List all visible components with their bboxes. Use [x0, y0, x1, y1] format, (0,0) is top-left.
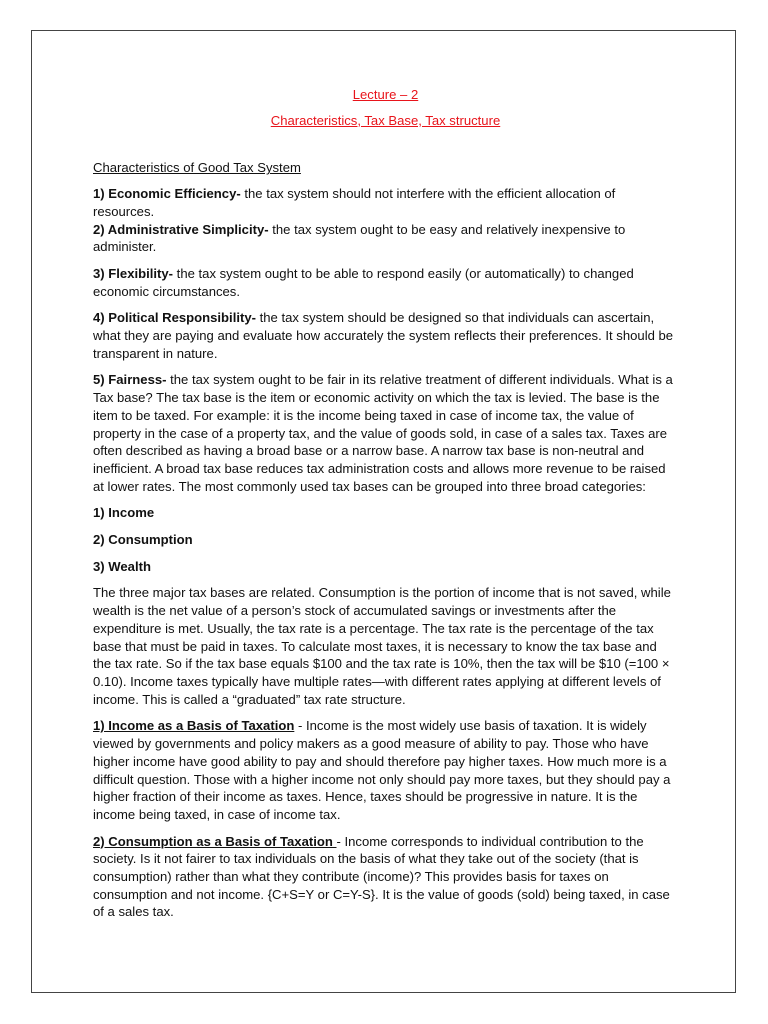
characteristic-administrative-simplicity	[93, 221, 678, 256]
tax-base-consumption: 2) Consumption	[93, 532, 193, 548]
characteristic-term: 5) Fairness-	[93, 372, 167, 388]
document-content	[93, 86, 678, 930]
tax-base-income: 1) Income	[93, 505, 155, 521]
characteristic-text: the tax system ought to be fair in its relative treatment of different individuals. What is a Tax base? The tax base is the item or economic activity on which the tax is levied. The base is the item to be taxed. For example: it is the income being taxed in case of income tax, the value of property in the case of a property tax, and the value of goods sold, in case of a sales tax. Taxes are often described as having a broad base or a narrow base. A narrow tax base is non-neutral and inefficient. A broad tax base reduces tax administration costs and allows more revenue to be raised at lower rates. The most commonly used tax bases can be grouped into three broad categories:	[93, 372, 673, 494]
characteristic-text: the tax system should be designed so that individuals can ascertain, what they are paying and evaluate how accurately the system reflects their preferences. It should be transparent in nature.	[93, 310, 674, 361]
characteristic-term: 2) Administrative Simplicity-	[93, 221, 269, 237]
characteristic-text: the tax system ought to be easy and relatively inexpensive to administer.	[93, 221, 626, 255]
characteristic-term: 3) Flexibility-	[93, 265, 174, 281]
lecture-title-text: Lecture – 2	[352, 87, 419, 102]
section-heading: Characteristics of Good Tax System	[93, 160, 301, 176]
characteristic-term: 4) Political Responsibility-	[93, 310, 256, 326]
income-basis-paragraph	[93, 717, 678, 823]
characteristic-fairness	[93, 371, 678, 495]
lecture-title	[93, 86, 678, 104]
consumption-basis-text: - Income corresponds to individual contribution to the society. Is it not fairer to tax individuals on the basis of what they take out of the society (that is consumption) rather than what they contribute (income)? This provides basis for taxes on consumption and not income. {C+S=Y or C=Y-S}. It is the value of goods (sold) being taxed, in case of a sales tax.	[93, 833, 670, 920]
characteristic-term: 1) Economic Efficiency-	[93, 186, 241, 202]
tax-bases-related-paragraph: The three major tax bases are related. Consumption is the portion of income that is not saved, while wealth is the net value of a person’s stock of accumulated savings or investments after the expenditure is met. Usually, the tax rate is a percentage. The tax rate is the percentage of the tax base that must be paid in taxes. To calculate most taxes, it is necessary to know the tax base and the tax rate. So if the tax base equals $100 and the tax rate is 10%, then the tax will be $10 (=100 × 0.10). Income taxes typically have multiple rates—with different rates applying at different levels of income. This is called a “graduated” tax rate structure.	[93, 585, 671, 707]
income-basis-heading: 1) Income as a Basis of Taxation	[93, 718, 295, 734]
characteristic-text: the tax system should not interfere with the efficient allocation of resources.	[93, 186, 616, 219]
tax-base-wealth: 3) Wealth	[93, 558, 151, 574]
consumption-basis-heading: 2) Consumption as a Basis of Taxation	[93, 833, 337, 849]
characteristic-flexibility	[93, 265, 678, 300]
lecture-subtitle-text: Characteristics, Tax Base, Tax structure	[270, 112, 501, 128]
characteristic-text: the tax system ought to be able to respond easily (or automatically) to changed economic circumstances.	[93, 265, 634, 299]
characteristic-economic-efficiency	[93, 185, 678, 220]
lecture-subtitle	[93, 112, 678, 130]
consumption-basis-paragraph	[93, 833, 678, 922]
characteristic-political-responsibility	[93, 309, 678, 362]
income-basis-text: - Income is the most widely use basis of taxation. It is widely viewed by governments and policy makers as a good measure of ability to pay. Those who have higher income have good ability to pay and should therefore pay higher taxes. How much more is a difficult question. Those with a higher income not only should pay more taxes, but they should pay a higher fraction of their income as taxes. Hence, taxes should be progressive in nature. It is the income being taxed, in case of income tax.	[93, 718, 671, 822]
